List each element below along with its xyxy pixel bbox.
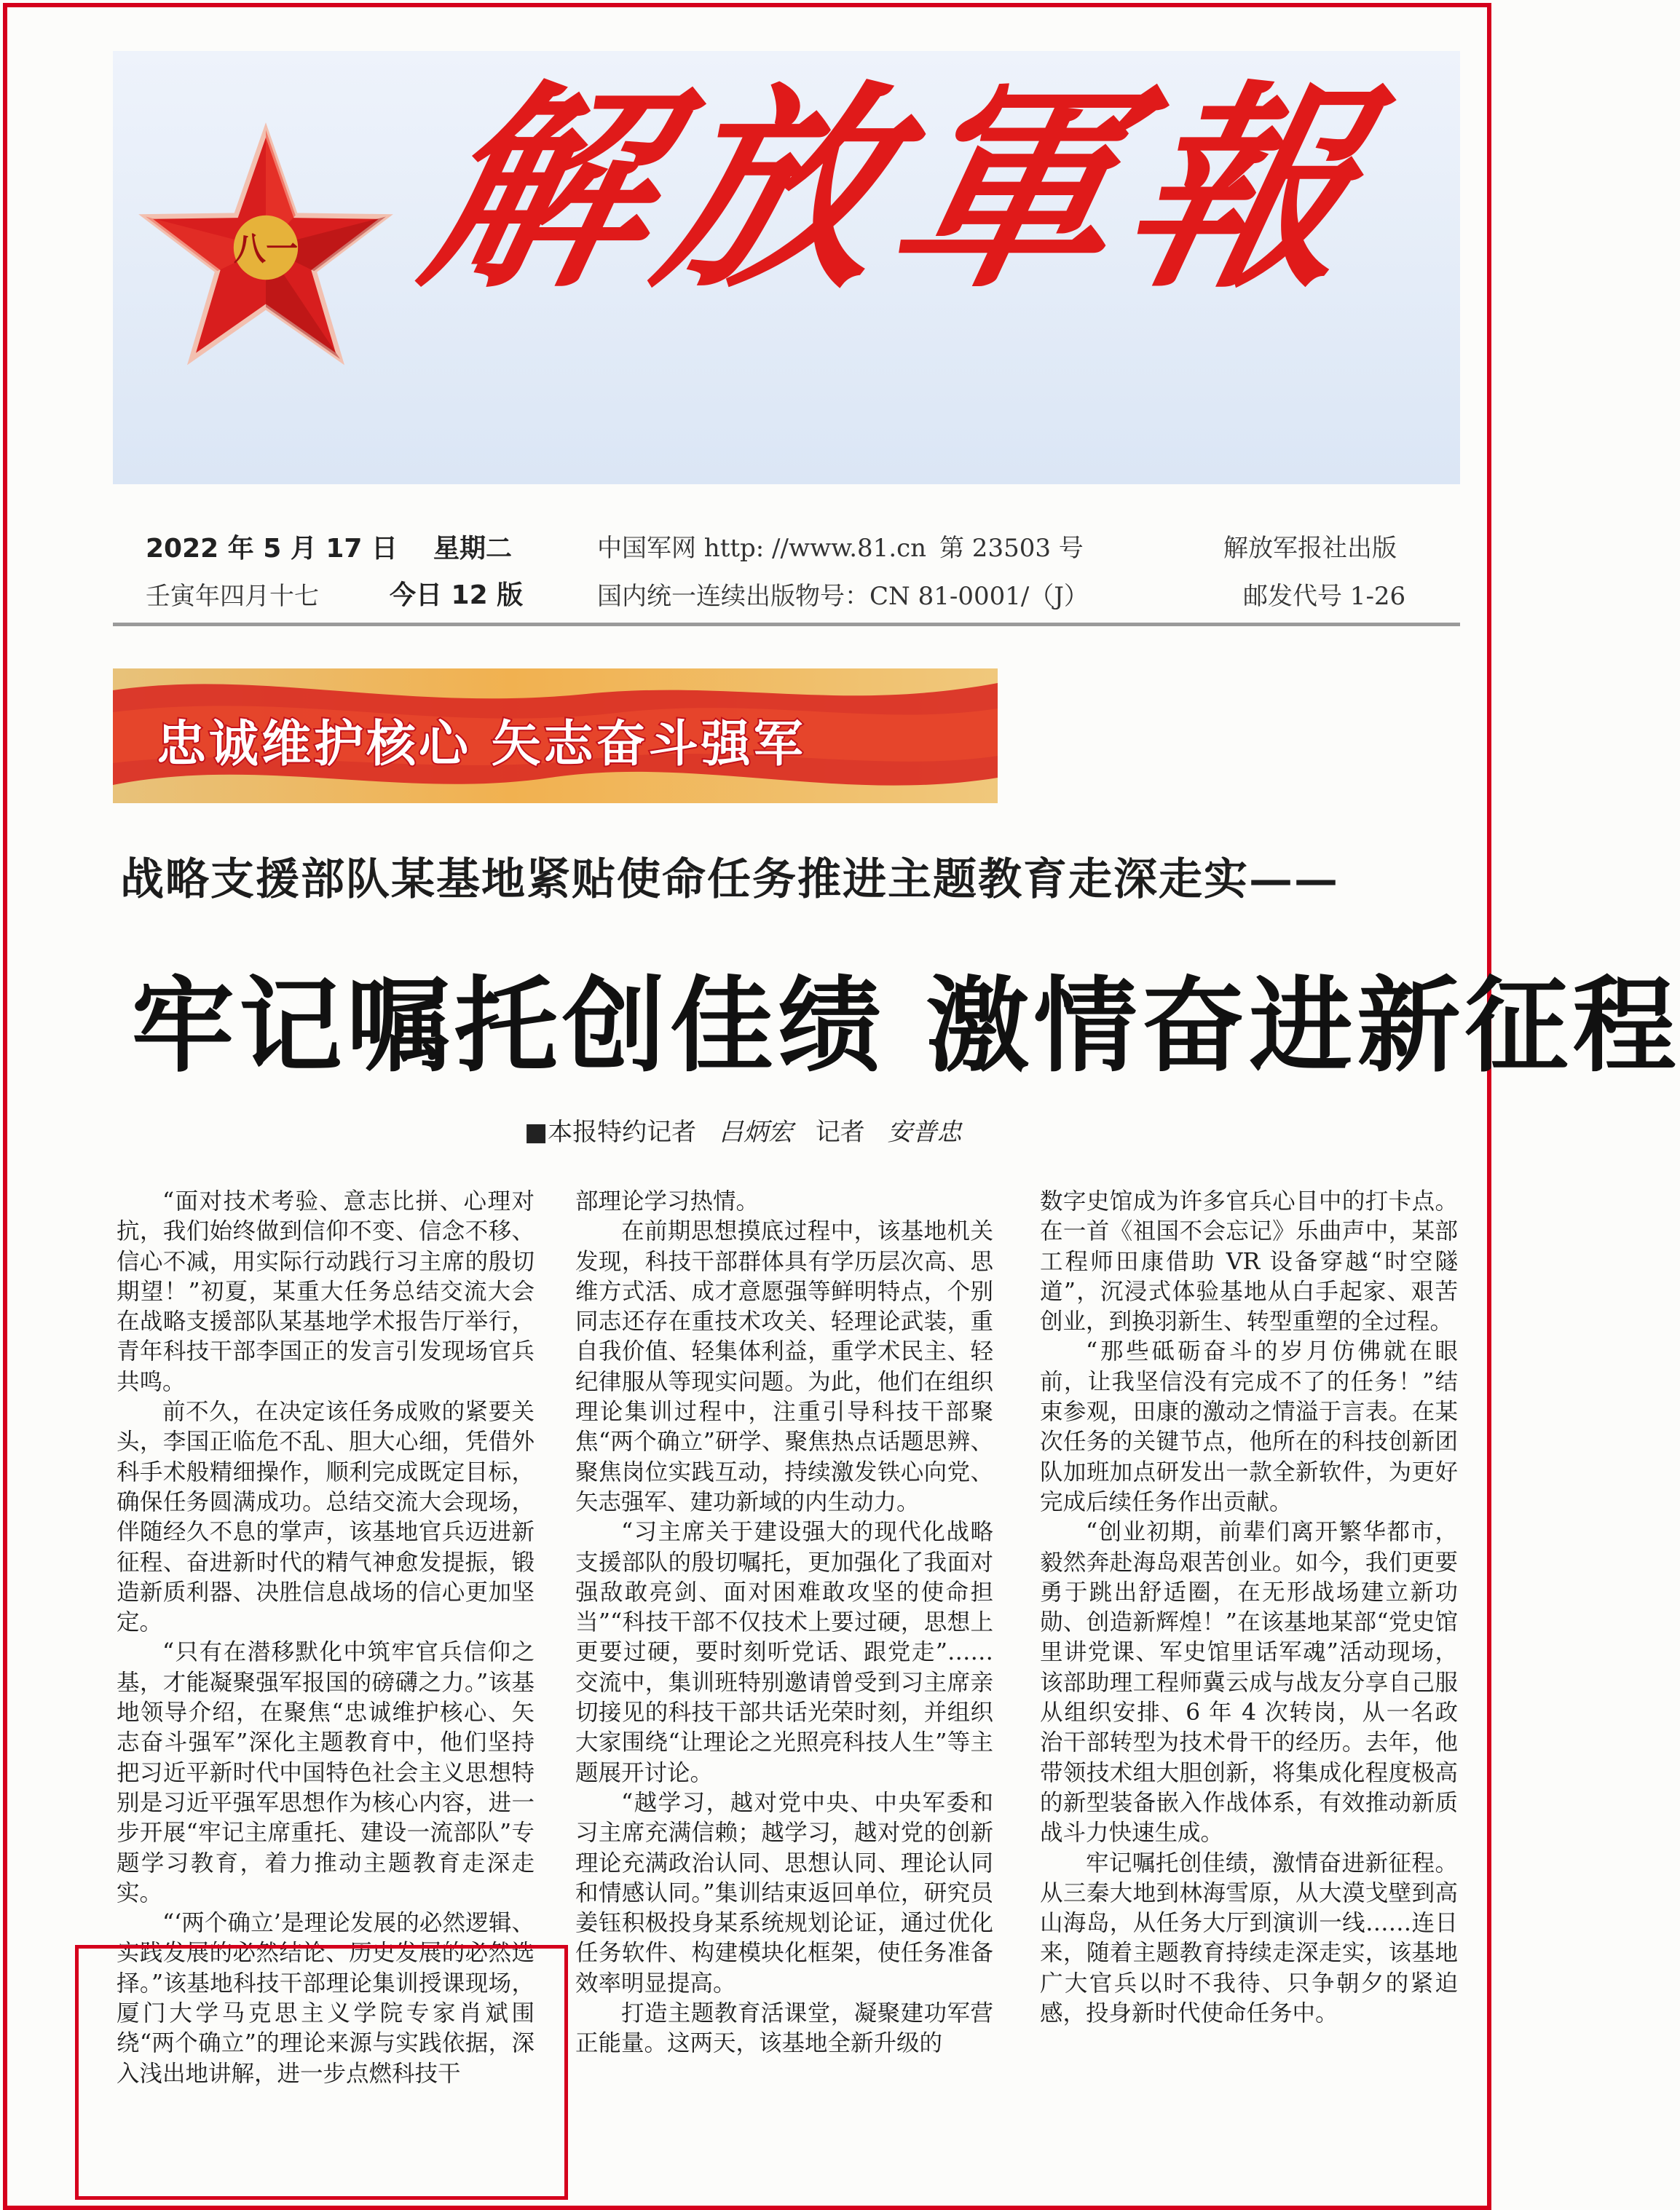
article-column-2 [575,1187,993,2059]
slogan-banner [113,668,998,803]
paragraph: 在前期思想摸底过程中，该基地机关发现，科技干部群体具有学历层次高、思维方式活、成才意愿强等鲜明特点，个别同志还存在重技术攻关、轻理论武装，重自我价值、轻集体利益，重学术民主、轻纪律服从等现实问题。为此，他们在组织理论集训过程中，注重引导科技干部聚焦“两个确立”研学、聚焦热点话题思辨、聚焦岗位实践互动，持续激发铁心向党、矢志强军、建功新域的内生动力。 [575,1218,993,1515]
masthead-title: 解放軍報 [406,60,1393,317]
byline-prefix: ■本报特约记者 [524,1118,697,1147]
red-star-emblem [142,124,390,371]
publisher: 解放军报社出版 [1223,534,1397,563]
paragraph: “面对技术考验、意志比拼、心理对抗，我们始终做到信仰不变、信念不移、信心不减，用实际行动践行习主席的殷切期望！”初夏，某重大任务总结交流大会在战略支援部队某基地学术报告厅举行，青年科技干部李国正的发言引发现场官兵共鸣。 [117,1188,535,1395]
paragraph: 牢记嘱托创佳绩，激情奋进新征程。从三秦大地到林海雪原，从大漠戈壁到高山海岛，从任务大厅到演训一线……连日来，随着主题教育持续走深走实，该基地广大官兵以时不我待、只争朝夕的紧迫感，投身新时代使命任务中。 [1040,1850,1458,2027]
article-subhead: 战略支援部队某基地紧贴使命任务推进主题教育走深走实—— [120,854,1339,905]
paragraph: 部理论学习热情。 [575,1188,760,1215]
byline [524,1112,977,1148]
paragraph: “只有在潜移默化中筑牢官兵信仰之基，才能凝聚强军报国的磅礴之力。”该基地领导介绍，在聚焦“忠诚维护核心、矢志奋斗强军”深化主题教育中，他们坚持把习近平新时代中国特色社会主义思想特别是习近平强军思想作为核心内容，进一步开展“牢记主席重托、建设一流部队”专题学习教育，着力推动主题教育走深走实。 [117,1639,535,1906]
article-column-3 [1040,1187,1458,2029]
banner-slogan: 忠诚维护核心 矢志奋斗强军 [157,716,806,773]
paragraph: 数字史馆成为许多官兵心目中的打卡点。在一首《祖国不会忘记》乐曲声中，某部工程师田康借助 VR 设备穿越“时空隧道”，沉浸式体验基地从白手起家、艰苦创业，到换羽新生、转型重塑的全过程。 [1040,1188,1458,1335]
star-mark-text: 八一 [233,231,299,268]
paragraph: “那些砥砺奋斗的岁月仿佛就在眼前，让我坚信没有完成不了的任务！”结束参观，田康的激动之情溢于言表。在某次任务的关键节点，他所在的科技创新团队加班加点研发出一款全新软件，为更好完成后续任务作出贡献。 [1040,1338,1458,1515]
article-headline: 牢记嘱托创佳绩 激情奋进新征程 [131,966,1680,1086]
paragraph: 前不久，在决定该任务成败的紧要关头，李国正临危不乱、胆大心细，凭借外科手术般精细操作，顺利完成既定目标，确保任务圆满成功。总结交流大会现场，伴随经久不息的掌声，该基地官兵迈进新征程、奋进新时代的精气神愈发提振，锻造新质利器、决胜信息战场的信心更加坚定。 [117,1399,535,1636]
paragraph: “越学习，越对党中央、中央军委和习主席充满信赖；越学习，越对党的创新理论充满政治认同、思想认同、理论认同和情感认同。”集训结束返回单位，研究员姜钰积极投身某系统规划论证，通过优化任务软件、构建模块化框架，使任务准备效率明显提高。 [575,1789,993,1997]
serial-number: 国内统一连续出版物号：CN 81-0001/（J） [597,582,1089,611]
masthead [113,51,1460,484]
byline-role: 记者 [815,1118,865,1147]
issue-date: 2022 年 5 月 17 日 [146,534,398,564]
paragraph: “创业初期，前辈们离开繁华都市，毅然奔赴海岛艰苦创业。如今，我们更要勇于跳出舒适圈，在无形战场建立新功勋、创造新辉煌！”在该基地某部“党史馆里讲党课、军史馆里话军魂”活动现场，该部助理工程师冀云成与战友分享自己服从组织安排、6 年 4 次转岗，从一名政治干部转型为技术骨干的经历。去年，他带领技术组大胆创新，将集成化程度极高的新型装备嵌入作战体系，有效推动新质战斗力快速生成。 [1040,1519,1458,1847]
paragraph: “‘两个确立’是理论发展的必然逻辑、实践发展的必然结论、历史发展的必然选择。”该基地科技干部理论集训授课现场，厦门大学马克思主义学院专家肖斌围绕“两个确立”的理论来源与实践依据，深入浅出地讲解，进一步点燃科技干 [117,1910,535,2087]
website: 中国军网 http: //www.81.cn [597,534,927,563]
info-bar [113,513,1460,626]
edition-count: 今日 12 版 [390,580,524,610]
weekday: 星期二 [433,534,513,564]
postal-code: 邮发代号 1-26 [1243,582,1406,611]
paragraph: “习主席关于建设强大的现代化战略支援部队的殷切嘱托，更加强化了我面对强敌敢亮剑、面对困难敢攻坚的使命担当”“科技干部不仅技术上要过硬，思想上更要过硬，要时刻听党话、跟党走”……交流中，集训班特别邀请曾受到习主席亲切接见的科技干部共话光荣时刻，并组织大家围绕“让理论之光照亮科技人生”等主题展开讨论。 [575,1519,993,1786]
issue-number: 第 23503 号 [939,534,1084,563]
reporter-name: 吕炳宏 [718,1118,793,1147]
reporter-name: 安普忠 [887,1118,962,1147]
highlight-box [75,1945,568,2200]
paragraph: 打造主题教育活课堂，凝聚建功军营正能量。这两天，该基地全新升级的 [575,2000,993,2057]
lunar-date: 壬寅年四月十七 [146,582,319,611]
